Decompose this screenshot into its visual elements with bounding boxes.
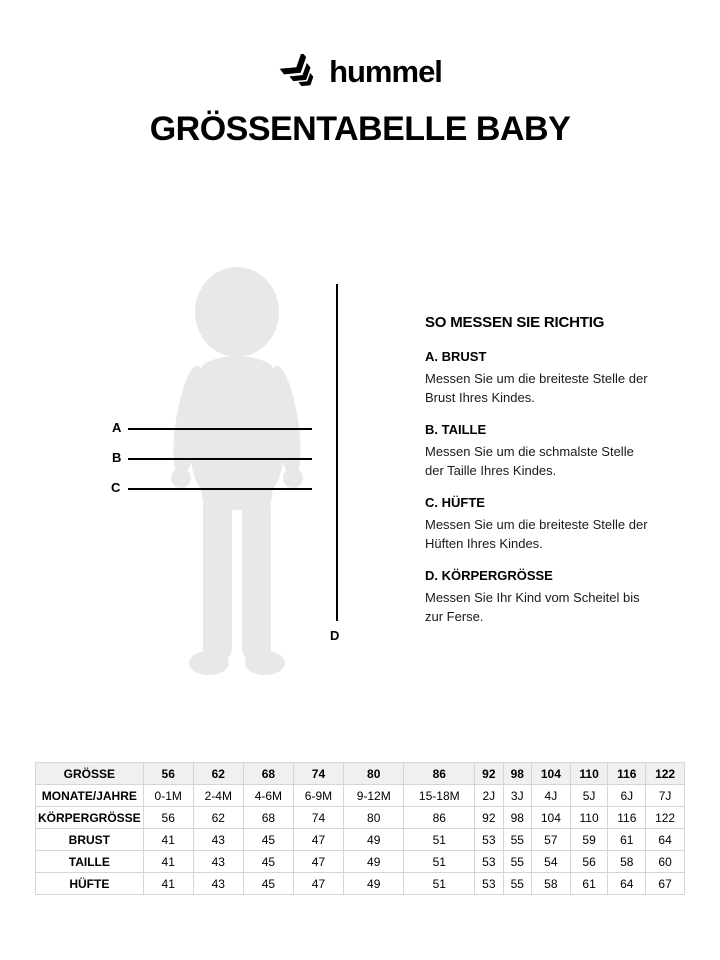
table-cell: 47	[293, 851, 343, 873]
table-cell: 51	[404, 829, 475, 851]
table-cell: 43	[193, 829, 243, 851]
table-cell: 5J	[570, 785, 608, 807]
table-cell: 104	[531, 763, 570, 785]
row-label: GRÖSSE	[36, 763, 144, 785]
table-cell: 68	[243, 807, 293, 829]
measure-label-a: A	[112, 420, 122, 435]
table-cell: 62	[193, 763, 243, 785]
table-cell: 104	[531, 807, 570, 829]
table-row	[36, 829, 685, 851]
table-cell: 6J	[608, 785, 646, 807]
table-cell: 55	[503, 851, 531, 873]
measure-line-d	[336, 284, 338, 621]
table-cell: 61	[608, 829, 646, 851]
table-row	[36, 807, 685, 829]
measure-label-b: B	[112, 450, 122, 465]
table-cell: 45	[243, 873, 293, 895]
measure-label-c: C	[111, 480, 121, 495]
page-title: GRÖSSENTABELLE BABY	[149, 110, 571, 148]
table-cell: 4-6M	[243, 785, 293, 807]
table-cell: 45	[243, 829, 293, 851]
table-cell: 60	[646, 851, 685, 873]
table-cell: 80	[344, 763, 404, 785]
table-cell: 98	[503, 807, 531, 829]
baby-silhouette-figure	[162, 266, 312, 688]
table-cell: 49	[344, 851, 404, 873]
table-cell: 53	[475, 851, 503, 873]
table-cell: 110	[570, 763, 608, 785]
row-label: TAILLE	[36, 851, 144, 873]
table-cell: 61	[570, 873, 608, 895]
section-text: Messen Sie um die breiteste Stelle der Hüften Ihres Kindes.	[425, 517, 648, 551]
table-cell: 80	[344, 807, 404, 829]
table-cell: 92	[475, 807, 503, 829]
measure-line-c	[128, 488, 312, 490]
table-row	[36, 873, 685, 895]
table-cell: 41	[143, 873, 193, 895]
hummel-bee-icon	[278, 54, 322, 90]
table-cell: 0-1M	[143, 785, 193, 807]
table-cell: 4J	[531, 785, 570, 807]
table-cell: 92	[475, 763, 503, 785]
table-cell: 116	[608, 763, 646, 785]
table-cell: 15-18M	[404, 785, 475, 807]
table-cell: 56	[143, 807, 193, 829]
table-cell: 55	[503, 829, 531, 851]
table-row	[36, 763, 685, 785]
table-cell: 74	[293, 763, 343, 785]
instructions-heading: SO MESSEN SIE RICHTIG	[425, 314, 605, 331]
brand-wordmark: hummel	[329, 54, 442, 89]
table-cell: 86	[404, 807, 475, 829]
table-cell: 56	[570, 851, 608, 873]
table-row	[36, 785, 685, 807]
table-cell: 41	[143, 829, 193, 851]
table-cell: 57	[531, 829, 570, 851]
table-cell: 45	[243, 851, 293, 873]
row-label: BRUST	[36, 829, 144, 851]
table-cell: 2J	[475, 785, 503, 807]
table-cell: 47	[293, 873, 343, 895]
table-cell: 56	[143, 763, 193, 785]
table-cell: 64	[608, 873, 646, 895]
table-cell: 58	[608, 851, 646, 873]
table-cell: 3J	[503, 785, 531, 807]
row-label: HÜFTE	[36, 873, 144, 895]
table-cell: 98	[503, 763, 531, 785]
size-table-body	[36, 763, 685, 895]
section-title: C. HÜFTE	[425, 495, 485, 510]
table-cell: 43	[193, 873, 243, 895]
table-cell: 51	[404, 873, 475, 895]
section-title: D. KÖRPERGRÖSSE	[425, 568, 553, 583]
table-cell: 64	[646, 829, 685, 851]
measure-line-a	[128, 428, 312, 430]
instruction-section-brust	[425, 349, 660, 407]
instruction-section-koerpergroesse	[425, 568, 660, 626]
table-cell: 6-9M	[293, 785, 343, 807]
table-cell: 55	[503, 873, 531, 895]
table-cell: 86	[404, 763, 475, 785]
section-text: Messen Sie um die schmalste Stelle der Taille Ihres Kindes.	[425, 444, 634, 478]
measurement-instructions	[425, 314, 660, 641]
row-label: KÖRPERGRÖSSE	[36, 807, 144, 829]
brand-logo	[0, 54, 720, 90]
table-cell: 7J	[646, 785, 685, 807]
table-cell: 53	[475, 873, 503, 895]
instruction-section-huefte	[425, 495, 660, 553]
table-cell: 43	[193, 851, 243, 873]
table-cell: 53	[475, 829, 503, 851]
section-text: Messen Sie Ihr Kind vom Scheitel bis zur Ferse.	[425, 590, 640, 624]
table-cell: 68	[243, 763, 293, 785]
table-cell: 62	[193, 807, 243, 829]
section-text: Messen Sie um die breiteste Stelle der Brust Ihres Kindes.	[425, 371, 648, 405]
section-title: A. BRUST	[425, 349, 487, 364]
section-title: B. TAILLE	[425, 422, 487, 437]
row-label: MONATE/JAHRE	[36, 785, 144, 807]
table-cell: 2-4M	[193, 785, 243, 807]
table-cell: 122	[646, 807, 685, 829]
table-cell: 47	[293, 829, 343, 851]
table-cell: 49	[344, 873, 404, 895]
table-cell: 9-12M	[344, 785, 404, 807]
table-cell: 51	[404, 851, 475, 873]
size-table	[35, 762, 685, 895]
instruction-section-taille	[425, 422, 660, 480]
table-cell: 58	[531, 873, 570, 895]
table-cell: 74	[293, 807, 343, 829]
table-cell: 49	[344, 829, 404, 851]
table-cell: 67	[646, 873, 685, 895]
table-cell: 122	[646, 763, 685, 785]
measure-label-d: D	[330, 628, 340, 643]
table-cell: 59	[570, 829, 608, 851]
table-cell: 54	[531, 851, 570, 873]
measure-line-b	[128, 458, 312, 460]
table-cell: 116	[608, 807, 646, 829]
table-cell: 41	[143, 851, 193, 873]
table-cell: 110	[570, 807, 608, 829]
table-row	[36, 851, 685, 873]
